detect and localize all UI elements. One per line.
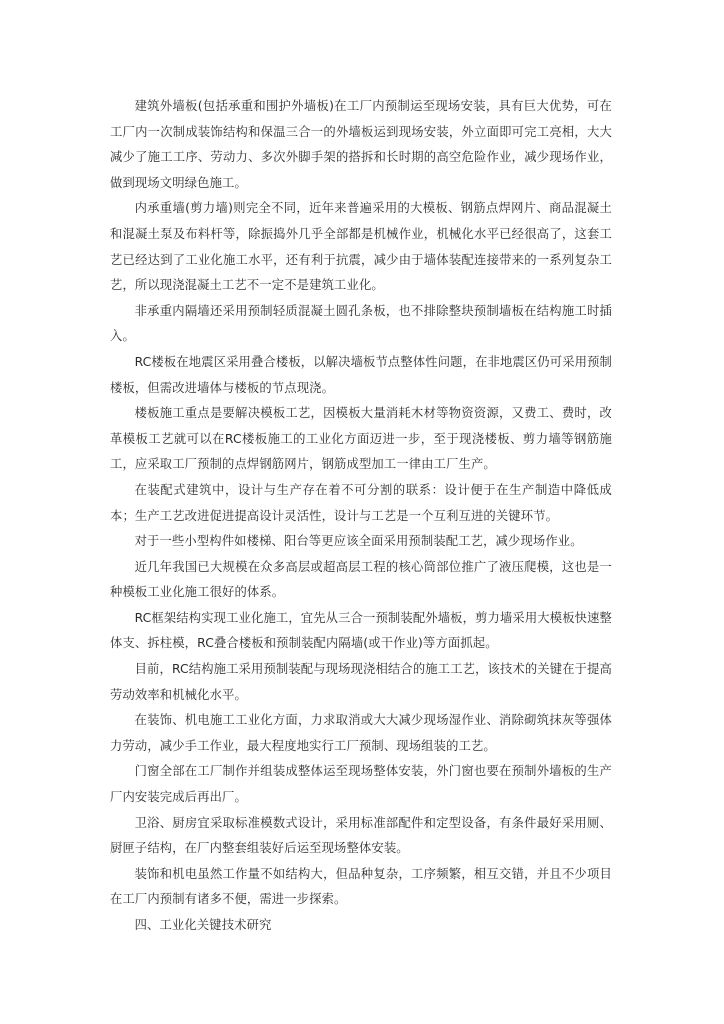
section-heading: 四、工业化关键技术研究 <box>134 918 272 932</box>
paragraph: 装饰和机电虽然工作量不如结构大，但品种复杂，工序频繁，相互交错，并且不少项目在工厂内预制有诸多不便，需进一步探索。 <box>110 866 612 907</box>
paragraph: 门窗全部在工厂制作并组装成整体运至现场整体安装，外门窗也要在预制外墙板的生产厂内安装完成后再出厂。 <box>110 764 612 805</box>
paragraph: RC框架结构实现工业化施工，宜先从三合一预制装配外墙板，剪力墙采用大模板快速整体支、拆柱模，RC叠合楼板和预制装配内隔墙(或干作业)等方面抓起。 <box>110 610 612 651</box>
paragraph: 楼板施工重点是要解决模板工艺，因模板大量消耗木材等物资资源，又费工、费时，改革模板工艺就可以在RC楼板施工的工业化方面迈进一步，至于现浇楼板、剪力墙等钢筋施工，应采取工厂预制的点焊钢筋网片，钢筋成型加工一律由工厂生产。 <box>110 406 612 472</box>
document-body <box>110 94 612 939</box>
paragraph: 对于一些小型构件如楼梯、阳台等更应该全面采用预制装配工艺，减少现场作业。 <box>134 534 583 549</box>
paragraph: 建筑外墙板(包括承重和围护外墙板)在工厂内预制运至现场安装，具有巨大优势，可在工厂内一次制成装饰结构和保温三合一的外墙板运到现场安装，外立面即可完工亮相，大大减少了施工工序、劳动力、多次外脚手架的搭拆和长时期的高空危险作业，减少现场作业，做到现场文明绿色施工。 <box>110 99 612 190</box>
paragraph: RC楼板在地震区采用叠合楼板，以解决墙板节点整体性问题，在非地震区仍可采用预制楼板，但需改进墙体与楼板的节点现浇。 <box>110 354 612 395</box>
paragraph: 近几年我国已大规模在众多高层或超高层工程的核心筒部位推广了液压爬模，这也是一种模板工业化施工很好的体系。 <box>110 559 612 600</box>
paragraph: 目前，RC结构施工采用预制装配与现场现浇相结合的施工工艺，该技术的关键在于提高劳动效率和机械化水平。 <box>110 662 612 702</box>
paragraph: 在装饰、机电施工工业化方面，力求取消或大大减少现场湿作业、消除砌筑抹灰等强体力劳动，减少手工作业，最大程度地实行工厂预制、现场组装的工艺。 <box>110 713 612 753</box>
paragraph: 在装配式建筑中，设计与生产存在着不可分割的联系：设计便于在生产制造中降低成本；生产工艺改进促进提高设计灵活性，设计与工艺是一个互利互进的关键环节。 <box>110 482 612 523</box>
paragraph: 内承重墙(剪力墙)则完全不同，近年来普遍采用的大模板、钢筋点焊网片、商品混凝土和混凝土泵及布料杆等，除振捣外几乎全部都是机械作业，机械化水平已经很高了，这套工艺已经达到了工业化施工水平，还有利于抗震，减少由于墙体装配连接带来的一系列复杂工艺，所以现浇混凝土工艺不一定不是建筑工业化。 <box>110 201 612 293</box>
paragraph: 非承重内隔墙还采用预制轻质混凝土圆孔条板，也不排除整块预制墙板在结构施工时插入。 <box>110 303 612 344</box>
paragraph: 卫浴、厨房宜采取标准模数式设计，采用标准部配件和定型设备，有条件最好采用厕、厨匣子结构，在厂内整套组装好后运至现场整体安装。 <box>110 815 612 856</box>
